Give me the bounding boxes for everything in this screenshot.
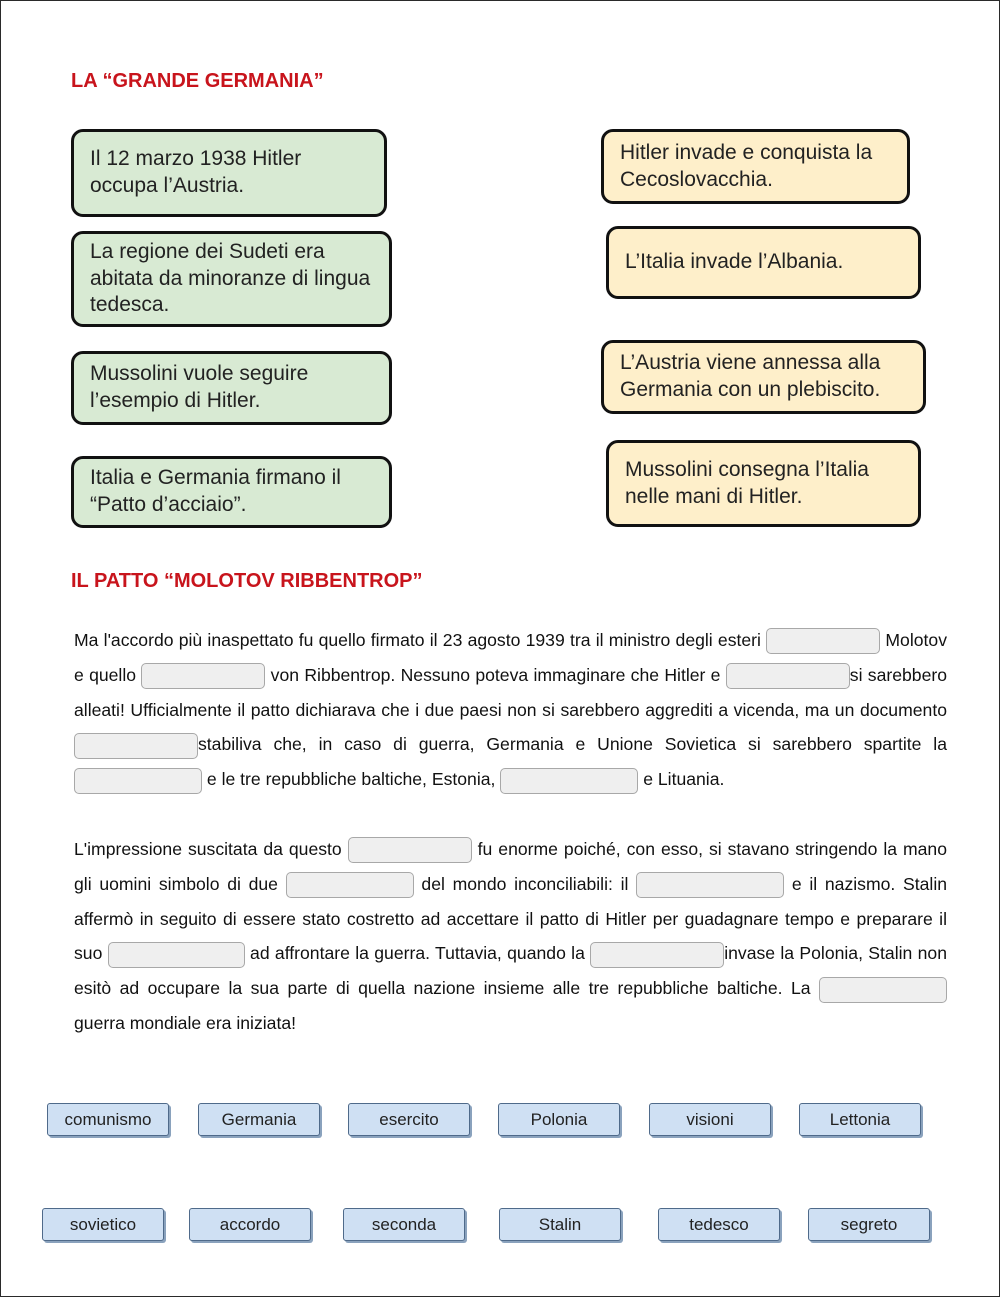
- word-chip-esercito[interactable]: esercito: [348, 1103, 470, 1136]
- word-chip-stalin[interactable]: Stalin: [499, 1208, 621, 1241]
- word-chip-germania[interactable]: Germania: [198, 1103, 320, 1136]
- paragraph-text: Molotov e quello: [74, 630, 947, 685]
- cloze-paragraph-2: [74, 832, 947, 1041]
- cause-card-text: Mussolini vuole seguire l’esempio di Hitler.: [90, 362, 309, 412]
- paragraph-text: ad affrontare la guerra. Tuttavia, quando la: [250, 943, 585, 964]
- cause-card-3[interactable]: [71, 351, 392, 425]
- drop-blank-10[interactable]: [108, 942, 245, 968]
- drop-blank-11[interactable]: [590, 942, 724, 968]
- drop-blank-2[interactable]: [141, 663, 265, 689]
- drop-blank-7[interactable]: [348, 837, 472, 863]
- paragraph-text: guerra mondiale era iniziata!: [74, 1012, 297, 1033]
- paragraph-text: fu enorme poiché, con esso, si stavano stringendo la mano gli uomini simbolo di due: [74, 839, 948, 894]
- paragraph-text: si sarebbero alleati! Ufficialmente il patto dichiarava che i due paesi non si sarebbero aggrediti a vicenda, ma un documento: [74, 664, 948, 720]
- drop-blank-5[interactable]: [74, 768, 202, 794]
- paragraph-text: stabiliva che, in caso di guerra, Germania e Unione Sovietica si sarebbero spartite la: [198, 734, 947, 755]
- paragraph-text: von Ribbentrop. Nessuno poteva immaginare che Hitler e: [270, 664, 721, 685]
- word-chip-visioni[interactable]: visioni: [649, 1103, 771, 1136]
- effect-card-4[interactable]: [606, 440, 921, 527]
- paragraph-text: L'impressione suscitata da questo: [74, 839, 342, 859]
- section-title-grande-germania: LA “GRANDE GERMANIA”: [71, 70, 324, 92]
- cause-card-2[interactable]: [71, 231, 392, 327]
- drop-blank-1[interactable]: [766, 628, 880, 654]
- cause-card-4[interactable]: [71, 456, 392, 528]
- effect-card-2[interactable]: [606, 226, 921, 299]
- drop-blank-3[interactable]: [726, 663, 850, 689]
- word-chip-accordo[interactable]: accordo: [189, 1208, 311, 1241]
- word-chip-segreto[interactable]: segreto: [808, 1208, 930, 1241]
- cloze-paragraph-1: [74, 623, 947, 797]
- cause-card-text: Italia e Germania firmano il “Patto d’acciaio”.: [90, 466, 341, 516]
- drop-blank-9[interactable]: [636, 872, 784, 898]
- word-chip-sovietico[interactable]: sovietico: [42, 1208, 164, 1241]
- effect-card-1[interactable]: [601, 129, 910, 204]
- paragraph-text: del mondo inconciliabili: il: [421, 873, 629, 894]
- paragraph-text: Ma l'accordo più inaspettato fu quello firmato il 23 agosto 1939 tra il ministro degli esteri: [74, 630, 761, 650]
- paragraph-text: e il nazismo. Stalin affermò in seguito di essere stato costretto ad accettare il patto di Hitler per guadagnare tempo e preparare il suo: [74, 873, 948, 964]
- word-chip-polonia[interactable]: Polonia: [498, 1103, 620, 1136]
- cause-card-text: La regione dei Sudeti era abitata da minoranze di lingua tedesca.: [90, 239, 371, 317]
- word-chip-seconda[interactable]: seconda: [343, 1208, 465, 1241]
- drop-blank-6[interactable]: [500, 768, 638, 794]
- effect-card-text: L’Italia invade l’Albania.: [625, 250, 844, 274]
- word-chip-lettonia[interactable]: Lettonia: [799, 1103, 921, 1136]
- cause-card-1[interactable]: [71, 129, 387, 217]
- effect-card-3[interactable]: [601, 340, 926, 414]
- drop-blank-12[interactable]: [819, 977, 947, 1003]
- cause-card-text: Il 12 marzo 1938 Hitler occupa l’Austria.: [90, 147, 302, 197]
- drop-blank-4[interactable]: [74, 733, 198, 759]
- effect-card-text: Mussolini consegna l’Italia nelle mani di Hitler.: [625, 457, 869, 508]
- section-title-patto: IL PATTO “MOLOTOV RIBBENTROP”: [71, 570, 423, 592]
- paragraph-text: e le tre repubbliche baltiche, Estonia,: [206, 769, 496, 790]
- drop-blank-8[interactable]: [286, 872, 414, 898]
- paragraph-text: e Lituania.: [643, 769, 725, 790]
- word-chip-comunismo[interactable]: comunismo: [47, 1103, 169, 1136]
- effect-card-text: L’Austria viene annessa alla Germania con un plebiscito.: [620, 351, 881, 401]
- word-chip-tedesco[interactable]: tedesco: [658, 1208, 780, 1241]
- paragraph-text: invase la Polonia, Stalin non esitò ad occupare la sua parte di quella nazione insieme alle tre repubbliche baltiche. La: [74, 943, 947, 999]
- effect-card-text: Hitler invade e conquista la Cecoslovacchia.: [620, 140, 873, 191]
